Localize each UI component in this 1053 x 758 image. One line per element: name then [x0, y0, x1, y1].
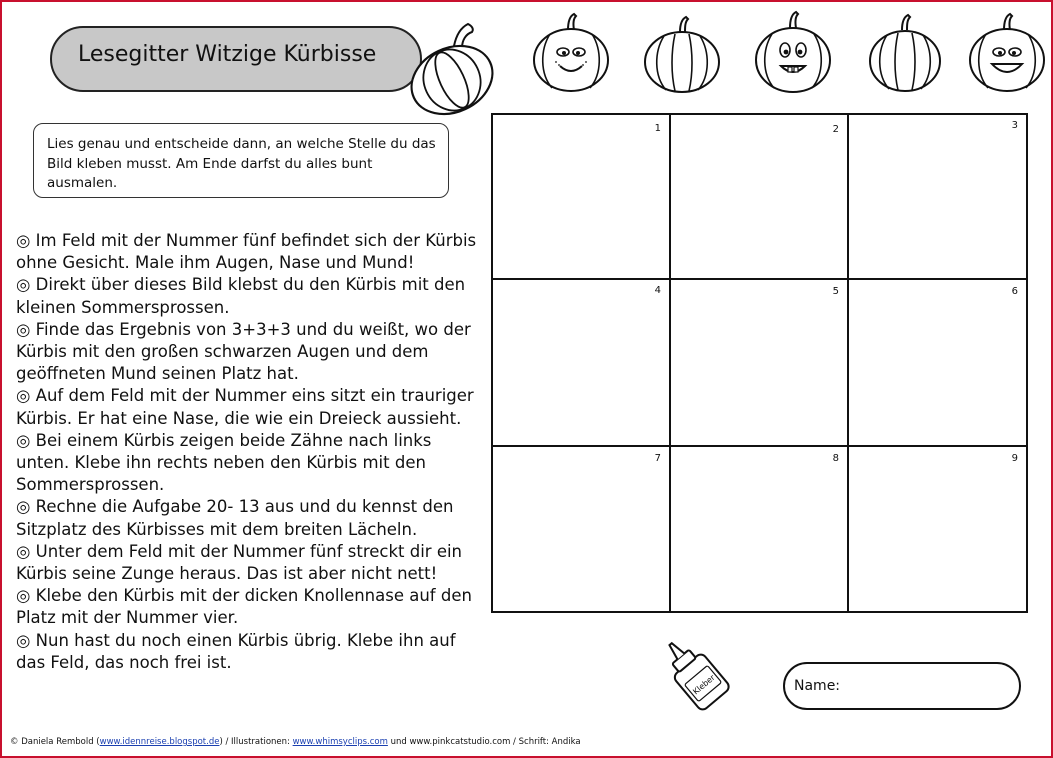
clue-item: ◎ Auf dem Feld mit der Nummer eins sitzt ein trauriger Kürbis. Er hat eine Nase, die wie ein Dreieck aussieht. — [16, 386, 474, 428]
grid-cell-8[interactable]: 8 — [669, 445, 849, 613]
clue-bullet-icon: ◎ — [16, 319, 31, 339]
clue-bullet-icon: ◎ — [16, 497, 31, 517]
clue-bullet-icon: ◎ — [16, 386, 31, 406]
clue-list — [16, 230, 486, 674]
grid-cell-1[interactable]: 1 — [491, 113, 671, 280]
clue-bullet-icon: ◎ — [16, 586, 31, 606]
footer-credits: © Daniela Rembold (www.idennreise.blogspot.de) / Illustrationen: www.whimsyclips.com und www.pinkcatstudio.com / Schrift: Andika — [10, 737, 581, 747]
clue-item: ◎ Direkt über dieses Bild klebst du den Kürbis mit den kleinen Sommersprossen. — [16, 275, 466, 317]
clue-item: ◎ Unter dem Feld mit der Nummer fünf streckt dir ein Kürbis seine Zunge heraus. Das ist aber nicht nett! — [16, 541, 463, 584]
pumpkin-teeth-illustration — [752, 8, 834, 94]
pumpkin-freckles-illustration — [530, 10, 612, 94]
answer-grid — [491, 113, 1028, 613]
name-label: Name: — [794, 678, 841, 694]
clue-bullet-icon: ◎ — [16, 275, 31, 295]
title-pumpkin-illustration — [402, 20, 498, 116]
clue-item: ◎ Klebe den Kürbis mit der dicken Knollennase auf den Platz mit der Nummer vier. — [16, 586, 472, 628]
clue-item: ◎ Finde das Ergebnis von 3+3+3 und du weißt, wo der Kürbis mit den großen schwarzen Augen und dem geöffneten Mund seinen Platz hat. — [16, 319, 471, 384]
glue-bottle-icon — [648, 628, 748, 714]
grid-cell-5[interactable]: 5 — [669, 278, 849, 447]
clue-bullet-icon: ◎ — [16, 430, 31, 450]
pumpkin-plain-illustration-2 — [866, 12, 944, 94]
whimsyclips-link[interactable]: www.whimsyclips.com — [292, 737, 388, 747]
clue-item: ◎ Rechne die Aufgabe 20- 13 aus und du kennst den Sitzplatz des Kürbisses mit dem breiten Lächeln. — [16, 497, 454, 539]
clue-item: ◎ Bei einem Kürbis zeigen beide Zähne nach links unten. Klebe ihn rechts neben den Kürbis mit den Sommersprossen. — [16, 430, 432, 495]
grid-cell-4[interactable]: 4 — [491, 278, 671, 447]
grid-cell-9[interactable]: 9 — [847, 445, 1028, 613]
glue-label: Kleber — [691, 672, 717, 697]
instruction-text: Lies genau und entscheide dann, an welche Stelle du das Bild kleben musst. Am Ende darfst du alles bunt ausmalen. — [47, 136, 436, 191]
clue-bullet-icon: ◎ — [16, 630, 31, 650]
grid-cell-6[interactable]: 6 — [847, 278, 1028, 447]
grid-cell-7[interactable]: 7 — [491, 445, 671, 613]
clue-item: ◎ Nun hast du noch einen Kürbis übrig. Klebe ihn auf das Feld, das noch frei ist. — [16, 630, 456, 672]
grid-cell-3[interactable]: 3 — [847, 113, 1028, 280]
blog-link[interactable]: www.idennreise.blogspot.de — [99, 737, 220, 747]
clue-bullet-icon: ◎ — [16, 231, 31, 250]
pumpkin-smile-illustration — [966, 10, 1048, 94]
pumpkin-plain-illustration — [642, 14, 722, 94]
page-title: Lesegitter Witzige Kürbisse — [78, 42, 377, 67]
clue-bullet-icon: ◎ — [16, 541, 31, 561]
clue-item: ◎ Im Feld mit der Nummer fünf befindet sich der Kürbis ohne Gesicht. Male ihm Augen, Nase und Mund! — [16, 231, 477, 273]
grid-cell-2[interactable]: 2 — [669, 113, 849, 280]
